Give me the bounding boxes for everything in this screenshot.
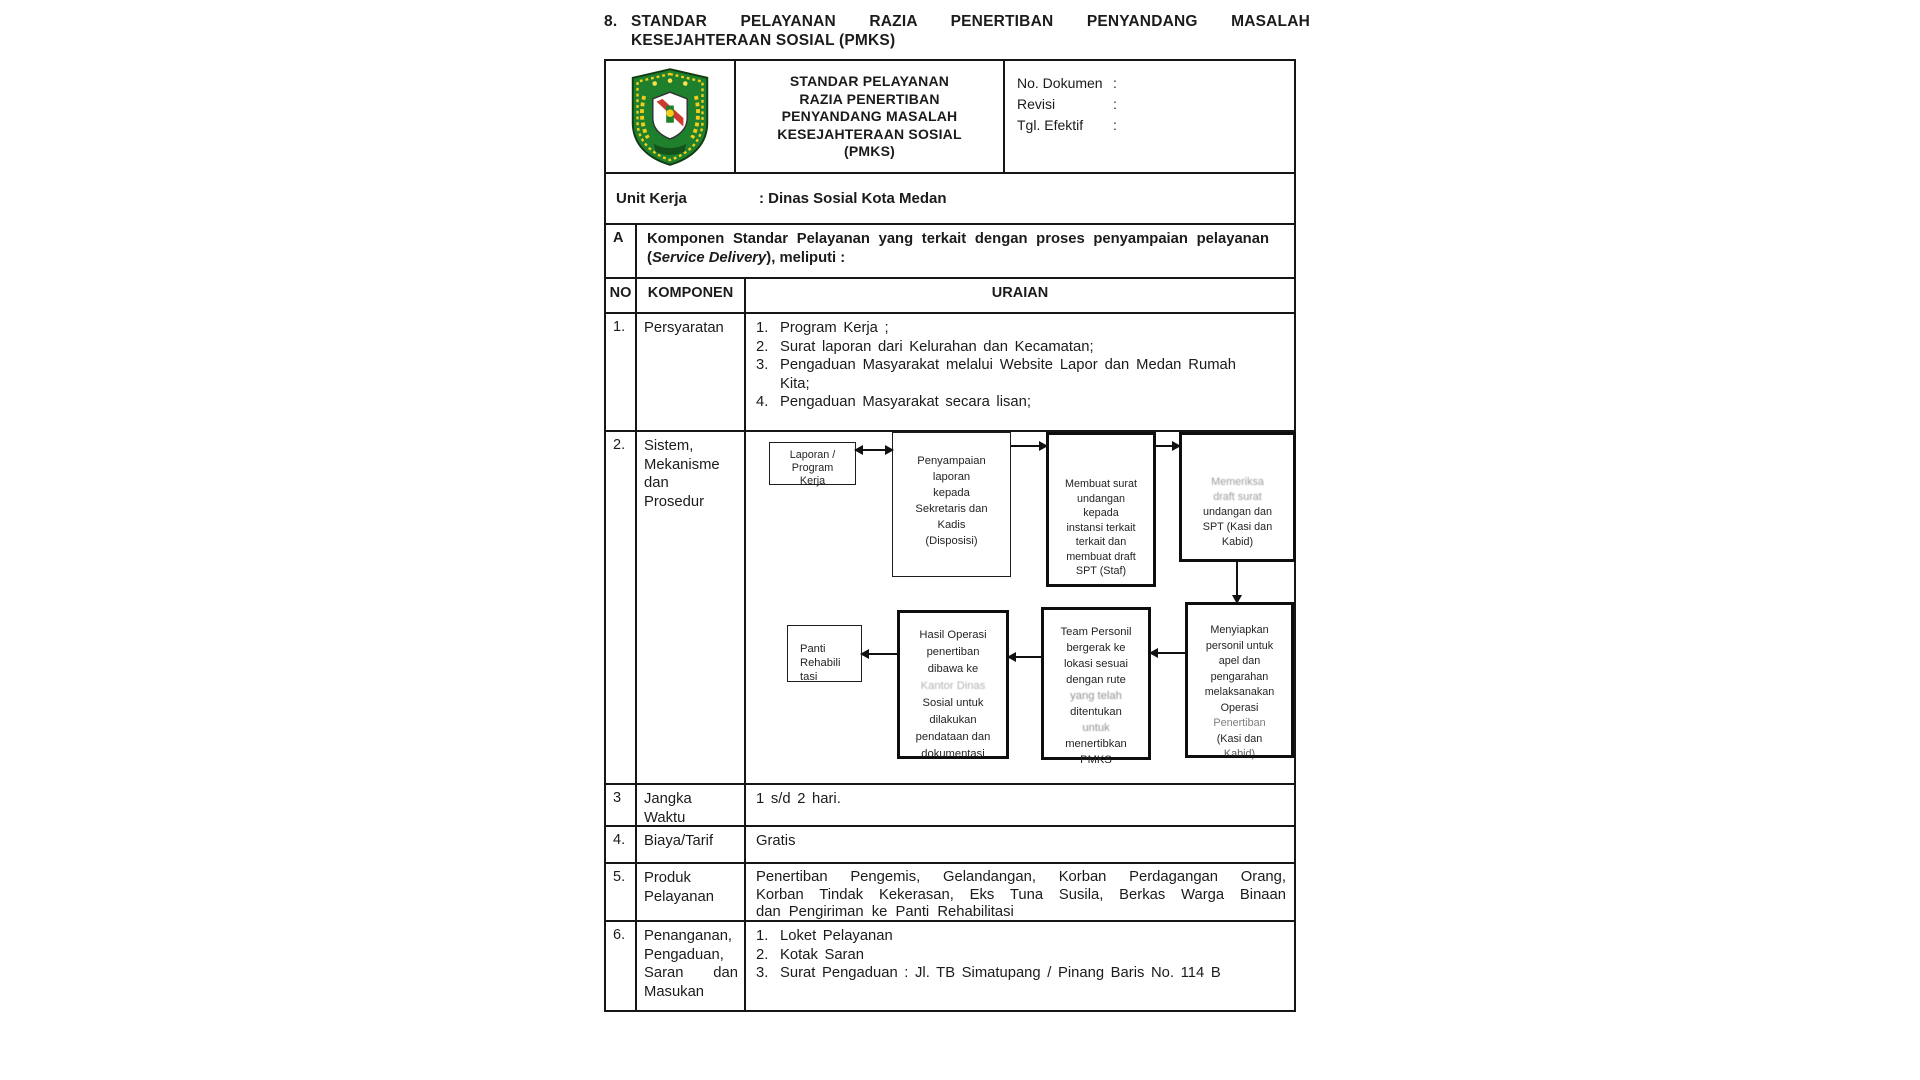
text-line: Kabid) bbox=[1221, 536, 1254, 548]
list-item: 2. Surat laporan dari Kelurahan dan Kecamatan; bbox=[756, 338, 1094, 355]
row-number: 2. bbox=[606, 432, 637, 783]
unit-kerja-label: Unit Kerja bbox=[616, 190, 687, 207]
text-line: Program bbox=[791, 462, 834, 474]
komponen-label bbox=[637, 864, 746, 920]
uraian-cell: 1 s/d 2 hari. bbox=[756, 791, 841, 807]
page-title bbox=[604, 12, 1310, 50]
table-header-row bbox=[606, 279, 1294, 314]
unit-kerja-value: : Dinas Sosial Kota Medan bbox=[759, 190, 947, 207]
text-line: Kerja bbox=[799, 475, 826, 487]
flow-box-penyampaian-laporan bbox=[892, 432, 1011, 577]
text-line: draft surat bbox=[1213, 491, 1262, 503]
doc-field-colon: : bbox=[1113, 117, 1117, 133]
text-line: Penertiban Pengemis, Gelandangan, Korban Perdagangan Orang, bbox=[756, 869, 1286, 885]
komponen-label: Biaya/Tarif bbox=[637, 827, 746, 862]
text-line: bergerak ke bbox=[1066, 642, 1126, 654]
table-row bbox=[606, 785, 1294, 827]
text-line: instansi terkait bbox=[1066, 521, 1136, 534]
text-line: SPT (Kasi dan bbox=[1202, 521, 1273, 533]
heading-line-1: STANDAR PELAYANAN RAZIA PENERTIBAN PENYANDANG MASALAH bbox=[631, 13, 1310, 30]
row-number: 5. bbox=[606, 864, 637, 920]
text-line: PMKS bbox=[1080, 754, 1112, 766]
text-line: dokumentasi bbox=[921, 748, 985, 760]
doc-field bbox=[1017, 115, 1294, 136]
row-number: 1. bbox=[606, 314, 637, 430]
text-line: Sistem, bbox=[644, 438, 694, 454]
row-number: 4. bbox=[606, 827, 637, 862]
text-line: undangan dan bbox=[1202, 506, 1273, 518]
column-header-no: NO bbox=[606, 279, 637, 312]
list-item: 2. Kotak Saran bbox=[756, 946, 864, 963]
list-item: 1. Program Kerja ; bbox=[756, 320, 889, 336]
flow-box-laporan-program-kerja bbox=[769, 442, 856, 485]
text-line: dilakukan bbox=[929, 714, 977, 726]
text-line: kepada bbox=[933, 487, 970, 499]
uraian-cell: Gratis bbox=[756, 833, 796, 849]
text-line: PENYANDANG MASALAH bbox=[781, 108, 958, 124]
text-line: lokasi sesuai bbox=[1063, 658, 1129, 670]
flow-box-hasil-operasi bbox=[897, 610, 1009, 759]
text-line: SPT (Staf) bbox=[1075, 565, 1127, 577]
komponen-label bbox=[637, 785, 746, 825]
arrow-left-icon bbox=[1009, 656, 1041, 658]
text-line: tasi bbox=[800, 671, 818, 683]
document-title-cell bbox=[736, 61, 1005, 172]
table-row bbox=[606, 174, 1294, 225]
row-number: 6. bbox=[606, 922, 637, 1010]
text-line: Penanganan, bbox=[644, 928, 733, 944]
doc-field bbox=[1017, 73, 1294, 94]
uraian-cell bbox=[746, 922, 1294, 1010]
flow-box-panti-rehabilitasi bbox=[787, 625, 862, 682]
text-line: Prosedur bbox=[644, 493, 705, 510]
text-line: Pelayanan bbox=[644, 888, 714, 905]
doc-field-label: Tgl. Efektif bbox=[1017, 117, 1084, 133]
table-row bbox=[606, 61, 1294, 174]
table-row bbox=[606, 432, 1294, 785]
arrow-down-icon bbox=[1236, 562, 1238, 602]
text-line: Laporan / bbox=[789, 449, 836, 461]
flow-box-team-personil bbox=[1041, 607, 1151, 766]
column-header-uraian: URAIAN bbox=[991, 285, 1049, 301]
text-line: Memeriksa bbox=[1211, 476, 1264, 488]
document-table bbox=[604, 59, 1296, 1012]
text-line: Panti bbox=[800, 643, 826, 655]
table-row bbox=[606, 922, 1294, 1010]
text-line: (Disposisi) bbox=[925, 535, 978, 547]
doc-field-colon: : bbox=[1113, 75, 1117, 91]
text-line: terkait dan bbox=[1075, 536, 1127, 548]
komponen-label bbox=[637, 432, 746, 783]
list-item: 3. Pengaduan Masyarakat melalui Website Lapor dan Medan Rumah Kita; bbox=[756, 357, 1236, 392]
text-line: Saran dan bbox=[644, 965, 738, 981]
text-line: Operasi bbox=[1220, 701, 1259, 714]
double-arrow-icon bbox=[856, 449, 892, 451]
text-line: laporan bbox=[932, 471, 971, 483]
standar-pelayanan-document bbox=[604, 12, 1310, 1012]
doc-field bbox=[1017, 94, 1294, 115]
text-line: yang telah bbox=[1070, 690, 1122, 702]
uraian-cell bbox=[746, 314, 1294, 430]
text-line: dan bbox=[644, 475, 669, 491]
heading-number: 8. bbox=[604, 13, 618, 30]
text-line: dan Pengiriman ke Panti Rehabilitasi bbox=[756, 904, 1014, 920]
logo-cell bbox=[606, 61, 736, 172]
heading-line-2: KESEJAHTERAAN SOSIAL (PMKS) bbox=[631, 32, 896, 49]
text-line: Team Personil bbox=[1060, 626, 1132, 638]
text-line: Pengaduan, bbox=[644, 946, 724, 963]
text-line: Penyampaian bbox=[917, 455, 986, 467]
text-line: Menyiapkan bbox=[1210, 624, 1269, 636]
text-line: dibawa ke bbox=[927, 663, 979, 675]
arrow-left-icon bbox=[862, 653, 897, 655]
text-line: apel dan bbox=[1218, 655, 1261, 667]
text-line: Mekanisme bbox=[644, 456, 720, 473]
list-item: 4. Pengaduan Masyarakat secara lisan; bbox=[756, 394, 1031, 410]
list-item: 3. Surat Pengaduan : Jl. TB Simatupang / Pinang Baris No. 114 B bbox=[756, 965, 1221, 981]
doc-field-label: Revisi bbox=[1017, 96, 1056, 112]
text-line: (PMKS) bbox=[844, 143, 895, 159]
text-line: Jangka bbox=[644, 791, 692, 807]
text-line: Sekretaris dan bbox=[915, 503, 988, 515]
table-row bbox=[606, 864, 1294, 922]
section-letter: A bbox=[606, 225, 637, 277]
italic-term: Service Delivery bbox=[651, 250, 767, 266]
text-line: KESEJAHTERAAN SOSIAL bbox=[777, 125, 962, 142]
text-line: menertibkan bbox=[1065, 738, 1127, 750]
unit-kerja-cell bbox=[606, 190, 1294, 207]
arrow-left-icon bbox=[1151, 652, 1185, 654]
text-line: dengan rute bbox=[1066, 674, 1126, 686]
komponen-label bbox=[637, 922, 746, 1010]
komponen-label: Persyaratan bbox=[637, 314, 746, 430]
flow-box-membuat-surat-undangan bbox=[1046, 432, 1156, 587]
text-line: membuat draft bbox=[1066, 550, 1136, 563]
text-line: RAZIA PENERTIBAN bbox=[799, 90, 940, 107]
doc-field-colon: : bbox=[1113, 96, 1117, 112]
doc-field-label: No. Dokumen bbox=[1017, 75, 1103, 91]
text-line: Kadis bbox=[937, 519, 966, 531]
row-number: 3 bbox=[606, 785, 637, 825]
flow-box-menyiapkan-personil bbox=[1185, 602, 1294, 758]
document-info-cell bbox=[1005, 61, 1294, 172]
text-line: Penertiban bbox=[1213, 717, 1266, 729]
text-line: ditentukan bbox=[1070, 706, 1122, 718]
text-line: STANDAR PELAYANAN bbox=[789, 73, 950, 89]
text-line: personil untuk bbox=[1205, 639, 1274, 652]
table-row bbox=[606, 314, 1294, 432]
text-line: kepada bbox=[1083, 507, 1119, 519]
text-line: Waktu bbox=[644, 809, 686, 826]
text-line: Masukan bbox=[644, 983, 705, 1000]
table-row bbox=[606, 827, 1294, 864]
text-line: Kantor Dinas bbox=[920, 680, 986, 692]
text-line: penertiban bbox=[926, 646, 980, 658]
medan-city-emblem-icon bbox=[627, 67, 713, 167]
table-row bbox=[606, 225, 1294, 279]
text-line: Produk bbox=[644, 870, 691, 886]
text-line: Sosial untuk bbox=[922, 697, 984, 709]
uraian-cell bbox=[746, 864, 1294, 920]
text-line: untuk bbox=[1082, 722, 1110, 734]
column-header-komponen: KOMPONEN bbox=[637, 279, 746, 312]
list-item: 1. Loket Pelayanan bbox=[756, 928, 893, 944]
heading-text bbox=[631, 12, 1310, 50]
text-line: pengarahan bbox=[1210, 670, 1269, 683]
text-line: Membuat surat bbox=[1064, 478, 1137, 490]
text-line: Rehabili bbox=[800, 657, 841, 669]
section-a-text: Komponen Standar Pelayanan yang terkait dengan proses penyampaian pelayanan (Service Delivery), meliputi : bbox=[647, 231, 1269, 266]
text-line: melaksanakan bbox=[1204, 686, 1275, 698]
text-line: Korban Tindak Kekerasan, Eks Tuna Susila, Berkas Warga Binaan bbox=[756, 886, 1286, 903]
text-line: (Kasi dan bbox=[1216, 732, 1263, 745]
text-line: pendataan dan bbox=[915, 731, 991, 743]
text-line: Kabid) bbox=[1223, 748, 1256, 760]
text-line: Hasil Operasi bbox=[919, 629, 987, 641]
arrow-right-icon bbox=[1011, 445, 1046, 447]
flow-box-memeriksa-draft-surat bbox=[1179, 432, 1296, 562]
arrow-right-icon bbox=[1156, 445, 1179, 447]
text-line: undangan bbox=[1076, 492, 1126, 505]
procedure-flowchart bbox=[746, 432, 1294, 783]
